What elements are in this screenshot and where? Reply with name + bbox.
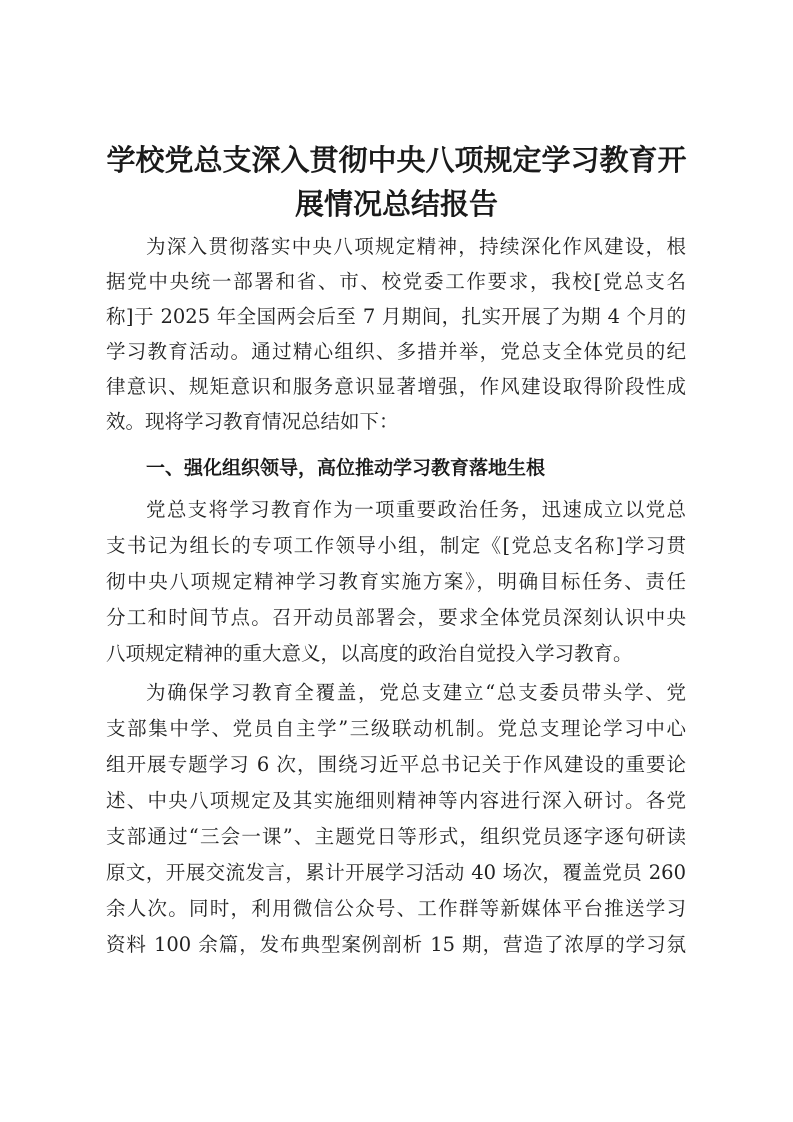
paragraph-line: 述、中央八项规定及其实施细则精神等内容进行深入研讨。各党 bbox=[106, 789, 686, 812]
paragraph-line: 支部通过“三会一课”、主题党日等形式，组织党员逐字逐句研读 bbox=[106, 825, 686, 848]
paragraph-line: 为确保学习教育全覆盖，党总支建立“总支委员带头学、党 bbox=[146, 681, 686, 704]
paragraph-line: 原文，开展交流发言，累计开展学习活动 40 场次，覆盖党员 260 bbox=[106, 861, 686, 884]
paragraph-line: 据党中央统一部署和省、市、校党委工作要求，我校[党总支名 bbox=[106, 270, 686, 293]
document-title-line-2: 展情况总结报告 bbox=[294, 187, 498, 221]
paragraph-line: 为深入贯彻落实中央八项规定精神，持续深化作风建设，根 bbox=[146, 235, 686, 258]
section-heading: 一、强化组织领导，高位推动学习教育落地生根 bbox=[146, 457, 546, 479]
paragraph-line: 学习教育活动。通过精心组织、多措并举，党总支全体党员的纪 bbox=[106, 340, 686, 363]
paragraph-line: 支书记为组长的专项工作领导小组，制定《[党总支名称]学习贯 bbox=[106, 534, 686, 557]
paragraph-line: 彻中央八项规定精神学习教育实施方案》，明确目标任务、责任 bbox=[106, 570, 686, 593]
paragraph-line: 效。现将学习教育情况总结如下： bbox=[106, 410, 399, 433]
paragraph-line: 资料 100 余篇，发布典型案例剖析 15 期，营造了浓厚的学习氛 bbox=[106, 933, 686, 956]
paragraph-line: 分工和时间节点。召开动员部署会，要求全体党员深刻认识中央 bbox=[106, 606, 686, 629]
paragraph-line: 支部集中学、党员自主学”三级联动机制。党总支理论学习中心 bbox=[106, 717, 686, 740]
document-title-line-1: 学校党总支深入贯彻中央八项规定学习教育开 bbox=[106, 143, 687, 177]
paragraph-line: 余人次。同时，利用微信公众号、工作群等新媒体平台推送学习 bbox=[106, 897, 686, 920]
paragraph-line: 八项规定精神的重大意义，以高度的政治自觉投入学习教育。 bbox=[106, 642, 633, 665]
paragraph-line: 称]于 2025 年全国两会后至 7 月期间，扎实开展了为期 4 个月的 bbox=[106, 305, 686, 328]
paragraph-line: 律意识、规矩意识和服务意识显著增强，作风建设取得阶段性成 bbox=[106, 375, 686, 398]
paragraph-line: 组开展专题学习 6 次，围绕习近平总书记关于作风建设的重要论 bbox=[106, 753, 686, 776]
paragraph-line: 党总支将学习教育作为一项重要政治任务，迅速成立以党总 bbox=[146, 498, 686, 521]
